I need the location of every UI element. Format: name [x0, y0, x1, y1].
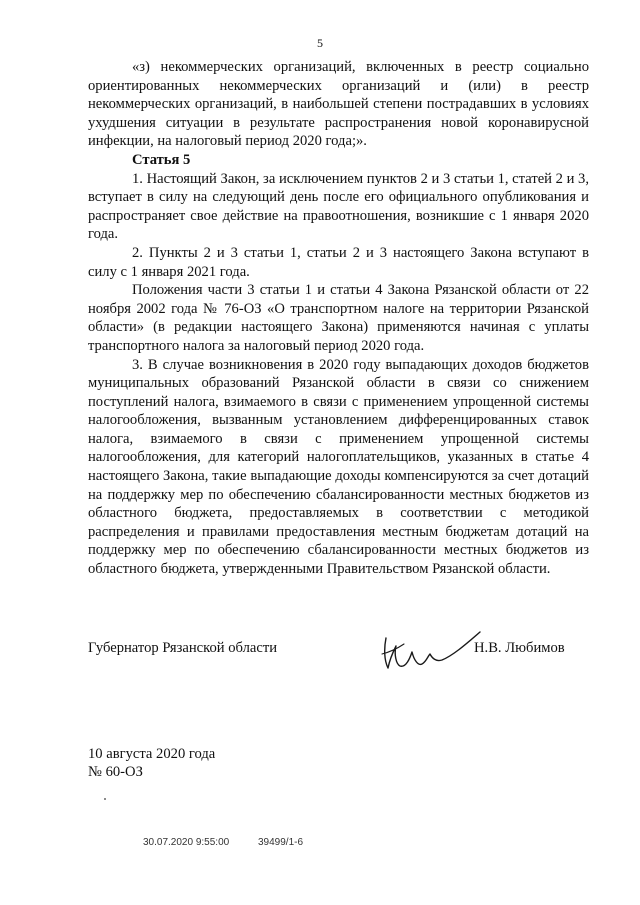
paragraph-z: «з) некоммерческих организаций, включенных в реестр социально ориентированных некоммерческих организаций и (или) в реестр некоммерческих организаций, в наибольшей степени пострадавших в условиях ухудшения ситуации в результате распространения новой коронавирусной инфекции, на налоговый период 2020 года;».: [88, 59, 589, 150]
article-heading: Статья 5: [132, 151, 191, 168]
law-number: № 60-ОЗ: [88, 764, 143, 780]
governor-name: Н.В. Любимов: [474, 640, 565, 656]
footer-doc-code: 39499/1-6: [258, 837, 304, 848]
scan-speck: [104, 798, 106, 800]
document-body: [88, 58, 589, 579]
paragraph-provisions: Положения части 3 статьи 1 и статьи 4 Закона Рязанской области от 22 ноября 2002 года № 76-ОЗ «О транспортном налоге на территории Рязанской области» (в редакции настоящего Закона) применяются начиная с уплаты транспортного налога за налоговый период 2020 года.: [88, 282, 589, 354]
paragraph-2: 2. Пункты 2 и 3 статьи 1, статьи 2 и 3 настоящего Закона вступают в силу с 1 января 2021 года.: [88, 244, 589, 280]
page-number: 5: [317, 36, 323, 50]
paragraph-1: 1. Настоящий Закон, за исключением пунктов 2 и 3 статьи 1, статей 2 и 3, вступает в силу на следующий день после его официального опубликования и распространяет свое действие на правоотношения, возникшие с 1 января 2020 года.: [88, 170, 589, 243]
footer-timestamp: 30.07.2020 9:55:00: [143, 837, 230, 848]
governor-title: Губернатор Рязанской области: [88, 640, 278, 656]
paragraph-3: 3. В случае возникновения в 2020 году выпадающих доходов бюджетов муниципальных образований Рязанской области в связи со снижением поступлений налога, взимаемого в связи с применением упрощенной системы налогообложения, вызванным установлением дифференцированных ставок налога, взимаемого в связи с применением упрощенной системы налогообложения, для категорий налогоплательщиков, указанных в статье 4 настоящего Закона, такие выпадающие доходы компенсируются за счет дотаций на поддержку мер по обеспечению сбалансированности местных бюджетов из областного бюджета, предоставляемых в соответствии с методикой распределения и правилами предоставления местным бюджетам дотаций на поддержку мер по обеспечению сбалансированности местных бюджетов из областного бюджета, утвержденными Правительством Рязанской области.: [88, 356, 589, 578]
signing-date: 10 августа 2020 года: [88, 746, 216, 762]
